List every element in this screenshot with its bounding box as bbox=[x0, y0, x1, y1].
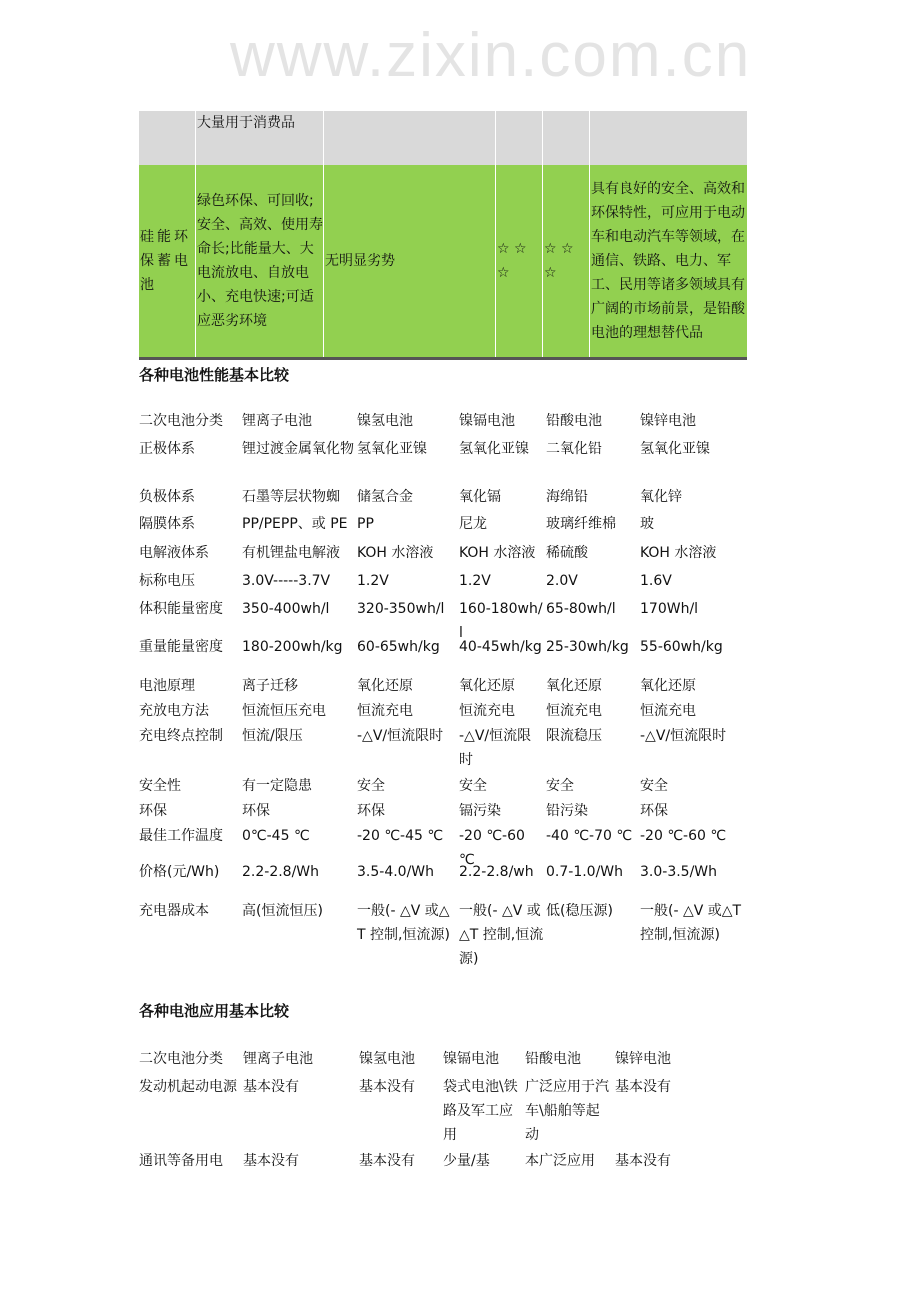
table-cell: 稀硫酸 bbox=[546, 545, 588, 561]
table-cell: 限流稳压 bbox=[546, 728, 602, 744]
table-cell: 尼龙 bbox=[459, 516, 487, 532]
table-cell: 镍锌电池 bbox=[615, 1051, 671, 1067]
table-cell: 袋式电池\铁路及军工应用 bbox=[443, 1079, 518, 1143]
table-cell: 有一定隐患 bbox=[242, 778, 312, 794]
table-cell: 氢氧化亚镍 bbox=[357, 441, 427, 457]
table-cell: 氧化还原 bbox=[640, 678, 696, 694]
table-cell: 1.2V bbox=[357, 573, 389, 589]
rating-cell: ☆ ☆ ☆ bbox=[495, 165, 542, 357]
advantages-cell: 绿色环保、可回收;安全、高效、使用寿命长;比能量大、大电流放电、自放电小、充电快速;可适应恶劣环境 bbox=[195, 165, 323, 357]
row-label: 充放电方法 bbox=[139, 703, 209, 719]
table-cell: 恒流充电 bbox=[640, 703, 696, 719]
table-cell: 1.2V bbox=[459, 573, 491, 589]
table-cell: 安全 bbox=[357, 778, 385, 794]
table-cell: 玻 bbox=[640, 516, 654, 532]
table-cell: 高(恒流恒压) bbox=[242, 903, 323, 919]
table-cell: 有机锂盐电解液 bbox=[242, 545, 340, 561]
table-cell: 0℃-45 ℃ bbox=[242, 828, 310, 844]
table-cell: 镍锌电池 bbox=[640, 413, 696, 429]
table-cell: 锂离子电池 bbox=[243, 1051, 313, 1067]
table-cell: 170Wh/l bbox=[640, 601, 699, 617]
table-cell: -△V/恒流限时 bbox=[357, 728, 444, 744]
table-cell: 安全 bbox=[546, 778, 574, 794]
table-cell bbox=[323, 111, 495, 165]
table-cell: 二氧化铅 bbox=[546, 441, 602, 457]
row-label: 价格(元/Wh) bbox=[139, 864, 220, 880]
row-label: 重量能量密度 bbox=[139, 639, 223, 655]
table-cell: 环保 bbox=[242, 803, 270, 819]
table-cell: 65-80wh/l bbox=[546, 601, 616, 617]
table-cell: 55-60wh/kg bbox=[640, 639, 723, 655]
table-row bbox=[139, 165, 747, 360]
row-label: 二次电池分类 bbox=[139, 413, 223, 429]
table-cell: 少量/基 bbox=[443, 1153, 490, 1169]
table-cell: 广泛应用于汽车\船舶等起动 bbox=[525, 1079, 609, 1143]
table-cell: 氢氧化亚镍 bbox=[640, 441, 710, 457]
table-cell: 环保 bbox=[640, 803, 668, 819]
disadvantages-cell: 无明显劣势 bbox=[323, 165, 495, 357]
row-label: 安全性 bbox=[139, 778, 181, 794]
table-cell: 一般(- △V 或△T 控制,恒流源) bbox=[459, 903, 544, 967]
table-cell: 恒流充电 bbox=[546, 703, 602, 719]
table-cell: 25-30wh/kg bbox=[546, 639, 629, 655]
table-row bbox=[139, 111, 747, 165]
table-cell: 氢氧化亚镍 bbox=[459, 441, 529, 457]
table-cell: 2.0V bbox=[546, 573, 578, 589]
table-cell: 镉污染 bbox=[459, 803, 501, 819]
table-cell: 低(稳压源) bbox=[546, 903, 613, 919]
battery-name: 硅能环保蓄电池 bbox=[140, 229, 191, 293]
table-cell: 氧化还原 bbox=[459, 678, 515, 694]
application-title: 各种电池应用基本比较 bbox=[139, 1002, 290, 1020]
table-cell: PP/PEPP、或 PE bbox=[242, 516, 348, 532]
table-cell: 基本没有 bbox=[615, 1079, 671, 1095]
table-cell: 一般(- △V 或△T 控制,恒流源) bbox=[357, 903, 450, 943]
table-cell: 基本没有 bbox=[615, 1153, 671, 1169]
table-cell: 基本没有 bbox=[359, 1153, 415, 1169]
row-label: 充电器成本 bbox=[139, 903, 209, 919]
table-cell: 大量用于消费品 bbox=[195, 111, 323, 165]
table-cell: 3.0V-----3.7V bbox=[242, 573, 331, 589]
table-cell: -20 ℃-60 ℃ bbox=[459, 828, 525, 868]
row-label: 体积能量密度 bbox=[139, 601, 223, 617]
table-cell: -20 ℃-45 ℃ bbox=[357, 828, 444, 844]
table-cell: 氧化还原 bbox=[357, 678, 413, 694]
table-cell: 氧化锌 bbox=[640, 489, 682, 505]
table-cell: 3.5-4.0/Wh bbox=[357, 864, 435, 880]
table-cell: -△V/恒流限时 bbox=[459, 728, 532, 768]
table-cell: 180-200wh/kg bbox=[242, 639, 343, 655]
row-label: 电解液体系 bbox=[139, 545, 209, 561]
table-cell: 一般(- △V 或△T 控制,恒流源) bbox=[640, 903, 742, 943]
table-cell: KOH 水溶液 bbox=[459, 545, 536, 561]
table-cell: 离子迁移 bbox=[242, 678, 298, 694]
table-cell bbox=[542, 111, 589, 165]
row-label: 标称电压 bbox=[139, 573, 195, 589]
table-cell: 储氢合金 bbox=[357, 489, 413, 505]
table-cell: 锂过渡金属氧化物 bbox=[242, 441, 354, 457]
table-cell: 60-65wh/kg bbox=[357, 639, 440, 655]
table-cell: 基本没有 bbox=[243, 1153, 299, 1169]
table-cell: 镍氢电池 bbox=[359, 1051, 415, 1067]
watermark: www.zixin.com.cn bbox=[230, 21, 752, 90]
table-cell: 40-45wh/kg bbox=[459, 639, 542, 655]
table-cell: 2.2-2.8/wh bbox=[459, 864, 534, 880]
table-cell: 铅酸电池 bbox=[525, 1051, 581, 1067]
row-label: 负极体系 bbox=[139, 489, 195, 505]
table-cell: 恒流恒压充电 bbox=[242, 703, 326, 719]
table-cell: 氧化镉 bbox=[459, 489, 501, 505]
table-cell: 350-400wh/l bbox=[242, 601, 330, 617]
table-cell: 镍氢电池 bbox=[357, 413, 413, 429]
table-cell: 安全 bbox=[459, 778, 487, 794]
table-cell: 石墨等层状物蜘 bbox=[242, 489, 340, 505]
row-label: 隔膜体系 bbox=[139, 516, 195, 532]
performance-title: 各种电池性能基本比较 bbox=[139, 366, 290, 384]
table-cell: 3.0-3.5/Wh bbox=[640, 864, 718, 880]
table-cell: -△V/恒流限时 bbox=[640, 728, 727, 744]
row-label: 发动机起动电源 bbox=[139, 1079, 237, 1095]
table-cell: 镍镉电池 bbox=[459, 413, 515, 429]
table-cell: 氧化还原 bbox=[546, 678, 602, 694]
table-cell: 玻璃纤维棉 bbox=[546, 516, 616, 532]
table-cell: 320-350wh/l bbox=[357, 601, 445, 617]
table-cell: 镍镉电池 bbox=[443, 1051, 499, 1067]
table-cell: 锂离子电池 bbox=[242, 413, 312, 429]
table-cell bbox=[495, 111, 542, 165]
table-cell: 恒流/限压 bbox=[242, 728, 303, 744]
table-cell: 铅污染 bbox=[546, 803, 588, 819]
table-cell: 环保 bbox=[357, 803, 385, 819]
table-cell: 2.2-2.8/Wh bbox=[242, 864, 320, 880]
row-label: 正极体系 bbox=[139, 441, 195, 457]
row-label: 通讯等备用电 bbox=[139, 1153, 223, 1169]
table-cell: 0.7-1.0/Wh bbox=[546, 864, 624, 880]
row-label: 环保 bbox=[139, 803, 167, 819]
table-cell: PP bbox=[357, 516, 374, 532]
table-cell: 160-180wh/l bbox=[459, 601, 543, 641]
table-cell: 海绵铅 bbox=[546, 489, 588, 505]
table-cell: -40 ℃-70 ℃ bbox=[546, 828, 633, 844]
row-label: 充电终点控制 bbox=[139, 728, 223, 744]
row-label: 电池原理 bbox=[139, 678, 195, 694]
table-cell: 基本没有 bbox=[359, 1079, 415, 1095]
table-cell: 安全 bbox=[640, 778, 668, 794]
table-cell: -20 ℃-60 ℃ bbox=[640, 828, 727, 844]
table-cell: 恒流充电 bbox=[459, 703, 515, 719]
table-cell: 本广泛应用 bbox=[525, 1153, 595, 1169]
table-cell: 基本没有 bbox=[243, 1079, 299, 1095]
row-label: 最佳工作温度 bbox=[139, 828, 223, 844]
table-cell bbox=[589, 111, 747, 165]
table-cell: 1.6V bbox=[640, 573, 672, 589]
table-cell: 恒流充电 bbox=[357, 703, 413, 719]
outlook-cell: 具有良好的安全、高效和环保特性，可应用于电动车和电动汽车等领域，在通信、铁路、电力、军工、民用等诸多领域具有广阔的市场前景，是铅酸电池的理想替代品 bbox=[589, 165, 747, 357]
rating-cell: ☆ ☆ ☆ bbox=[542, 165, 589, 357]
table-cell: KOH 水溶液 bbox=[640, 545, 717, 561]
table-cell: 铅酸电池 bbox=[546, 413, 602, 429]
row-label: 二次电池分类 bbox=[139, 1051, 223, 1067]
table-cell: KOH 水溶液 bbox=[357, 545, 434, 561]
